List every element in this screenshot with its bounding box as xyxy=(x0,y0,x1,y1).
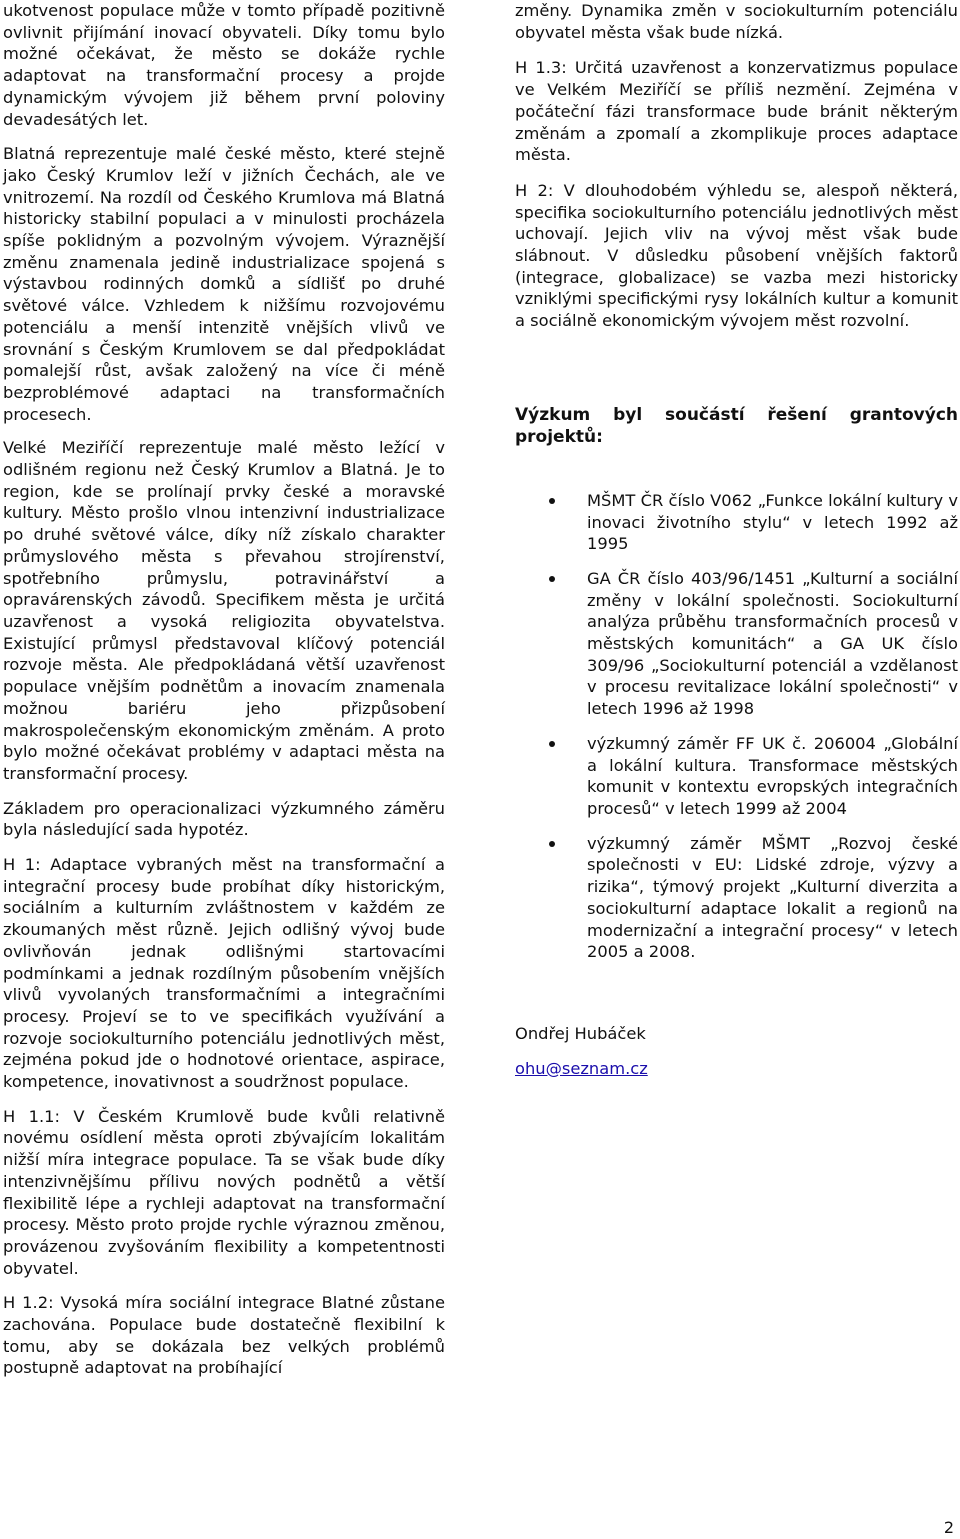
bullet-icon xyxy=(549,741,555,747)
paragraph-hypothesis-h2: H 2: V dlouhodobém výhledu se, alespoň některá, specifika sociokulturního potenciálu jednotlivých měst uchovají. Jejich vliv na vývoj měst však bude slábnout. V důsledku působení vnějších faktorů (integrace, globalizace) se vazba mezi historicky vzniklými specifickými rysy lokálních kultur a komunit a sociálně ekonomickým vývojem měst rozvolní. xyxy=(515,180,958,331)
project-text: MŠMT ČR číslo V062 „Funkce lokální kultury v inovaci životního stylu“ v letech 1992 až 1995 xyxy=(587,490,958,554)
project-text: výzkumný záměr MŠMT „Rozvoj české společnosti v EU: Lidské zdroje, výzvy a rizika“, týmový projekt „Kulturní diverzita a sociokulturní adaptace lokalit a regionů na modernizační a integrační procesy“ v letech 2005 a 2008. xyxy=(587,833,958,962)
paragraph-adaptation-intro: ukotvenost populace může v tomto případě pozitivně ovlivnit přijímání inovací obyvateli. Díky tomu bylo možné očekávat, že město se dokáže rychle adaptovat na transformační procesy a projde dynamickým vývojem již během první poloviny devadesátých let. xyxy=(3,1,445,129)
right-column xyxy=(515,0,958,1079)
projects-heading: Výzkum byl součástí řešení grantových projektů: xyxy=(515,404,958,447)
author-name: Ondřej Hubáček xyxy=(515,1023,646,1043)
list-item xyxy=(515,833,958,963)
paragraph-h1-2-continued: změny. Dynamika změn v sociokulturním potenciálu obyvatel města však bude nízká. xyxy=(515,1,958,42)
paragraph-hypotheses-intro: Základem pro operacionalizaci výzkumného záměru byla následující sada hypotéz. xyxy=(3,798,445,840)
list-item xyxy=(515,490,958,555)
bullet-icon xyxy=(549,576,555,582)
page-number: 2 xyxy=(943,1518,954,1537)
projects-list xyxy=(515,490,958,963)
left-column xyxy=(3,0,445,1379)
paragraph-velke-mezirici: Velké Meziříčí reprezentuje malé město ležící v odlišném regionu než Český Krumlov a Blatná. Je to region, kde se prolínají prvky české a moravské kultury. Město prošlo vlnou intenzivní industrializace po druhé světové válce, díky níž získalo charakter průmyslového města s převahou strojírenství, spotřebního průmyslu, potravinářství a opravárenských závodů. Specifikem města je určitá uzavřenost a vysoká religiozita obyvatelstva. Existující průmysl představoval klíčový potenciál rozvoje města. Ale předpokládaná větší uzavřenost populace vnějším podnětům a inovacím znamenala možnou bariéru jeho přizpůsobení makrospolečenským ekonomickým změnám. A proto bylo možné očekávat problémy v adaptaci města na transformační procesy. xyxy=(3,438,445,783)
bullet-icon xyxy=(549,498,555,504)
list-item xyxy=(515,733,958,820)
list-item xyxy=(515,568,958,720)
paragraph-hypothesis-h1-2: H 1.2: Vysoká míra sociální integrace Blatné zůstane zachována. Populace bude dostatečně flexibilní k tomu, aby se dokázala bez velkých problémů postupně adaptovat na probíhající xyxy=(3,1293,445,1378)
author-email-link[interactable]: ohu@seznam.cz xyxy=(515,1058,648,1078)
bullet-icon xyxy=(549,841,555,847)
paragraph-hypothesis-h1-3: H 1.3: Určitá uzavřenost a konzervatizmus populace ve Velkém Meziříčí se příliš nezmění. Zejména v počáteční fázi transformace bude bránit některým změnám a zpomalí a zkomplikuje proces adaptace města. xyxy=(515,58,958,165)
paragraph-hypothesis-h1-1: H 1.1: V Českém Krumlově bude kvůli relativně novému osídlení města oproti zbývajícím lokalitám nižší míra integrace populace. Ta se však bude díky intenzivnějšímu přílivu nových podnětů a větší flexibilitě lépe a rychleji adaptovat na transformační procesy. Město proto projde rychle výraznou změnou, provázenou zvyšováním flexibility a kompetentnosti obyvatel. xyxy=(3,1106,445,1278)
project-text: výzkumný záměr FF UK č. 206004 „Globální a lokální kultura. Transformace městských komunit v kontextu evropských integračních procesů“ v letech 1999 až 2004 xyxy=(587,733,958,818)
paragraph-blatna: Blatná reprezentuje malé české město, které stejně jako Český Krumlov leží v jižních Čechách, ale ve vnitrozemí. Na rozdíl od Českého Krumlova má Blatná historicky stabilní populaci a v minulosti procházela spíše poklidným a pozvolným vývojem. Výraznější změnu znamenala jedině industrializace spojená s výstavbou rodinných domků a sídlišť po druhé světové válce. Vzhledem k nižšímu rozvojovému potenciálu a menší intenzitě vnějších vlivů ve srovnání s Českým Krumlovem se dal předpokládat pomalejší růst, avšak založený na více či méně bezproblémové adaptaci na transformačních procesech. xyxy=(3,144,445,424)
paragraph-hypothesis-h1: H 1: Adaptace vybraných měst na transformační a integrační procesy bude probíhat díky historickým, sociálním a kulturním zvláštnostem v každém ze zkoumaných měst různě. Jejich odlišný vývoj bude ovlivňován jednak odlišnými startovacími podmínkami a jednak rozdílným působením vnějších vlivů vyvolaných transformačními a integračními procesy. Projeví se to ve specifikách využívání a rozvoje sociokulturního potenciálu jednotlivých měst, zejména pokud jde o hodnotové orientace, aspirace, kompetence, inovativnost a soudržnost populace. xyxy=(3,855,445,1092)
project-text: GA ČR číslo 403/96/1451 „Kulturní a sociální změny v lokální společnosti. Sociokulturní analýza průběhu transformačních procesů v městských komunitách“ a GA UK číslo 309/96 „Sociokulturní potenciál a vzdělanost v procesu revitalizace lokální společnosti“ v letech 1996 až 1998 xyxy=(587,568,958,719)
